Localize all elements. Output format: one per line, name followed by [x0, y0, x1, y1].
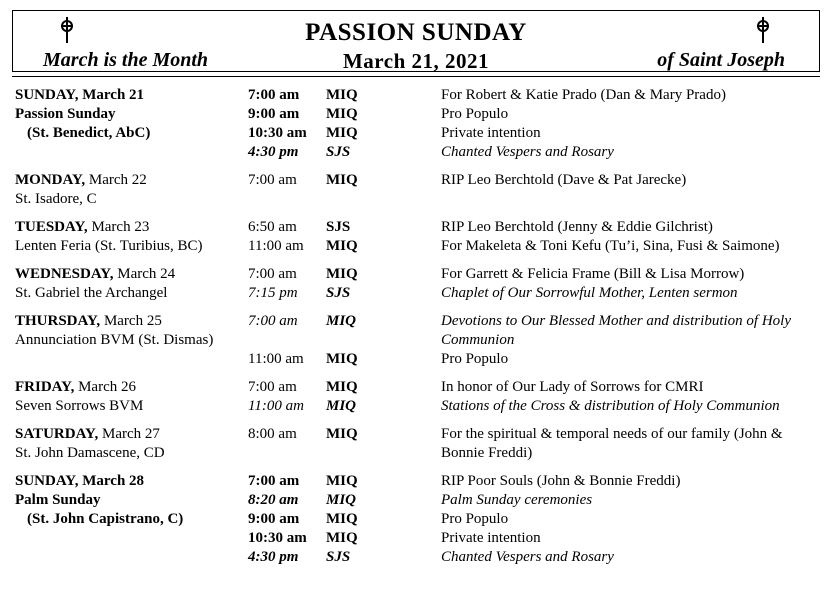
location-code: SJS: [326, 144, 351, 160]
day-block: [0, 378, 832, 416]
day-cell: [15, 312, 162, 331]
day-heading: [15, 172, 147, 188]
location-code: MIQ: [326, 266, 358, 282]
mass-intention: Private intention: [441, 530, 541, 546]
day-cell: [15, 218, 149, 237]
feast-label: Lenten Feria (St. Turibius, BC): [15, 238, 203, 254]
mass-intention: For Garrett & Felicia Frame (Bill & Lisa Morrow): [441, 266, 745, 282]
schedule-line: [0, 472, 832, 491]
mass-intention: Bonnie Freddi): [441, 445, 533, 461]
schedule-line: [0, 312, 832, 331]
mass-time: 7:00 am: [248, 473, 300, 489]
mass-intention: Private intention: [441, 125, 541, 141]
day-name: FRIDAY,: [15, 379, 75, 395]
day-cell: [15, 510, 183, 529]
mass-intention: Devotions to Our Blessed Mother and distribution of Holy: [441, 313, 791, 329]
day-heading: SUNDAY, March 28: [15, 473, 145, 489]
location-code: MIQ: [326, 125, 358, 141]
mass-intention: Palm Sunday ceremonies: [441, 492, 593, 508]
mass-time: 11:00 am: [248, 351, 304, 367]
day-block: [0, 171, 832, 209]
location-code: MIQ: [326, 473, 358, 489]
header-divider: [12, 76, 820, 77]
schedule-line: [0, 548, 832, 567]
schedule-line: [0, 378, 832, 397]
mass-time: 9:00 am: [248, 106, 300, 122]
mass-time: 7:00 am: [248, 87, 300, 103]
day-heading: [15, 219, 149, 235]
mass-intention: Pro Populo: [441, 351, 509, 367]
mass-intention: RIP Leo Berchtold (Jenny & Eddie Gilchrist): [441, 219, 713, 235]
mass-intention: For the spiritual & temporal needs of our family (John &: [441, 426, 783, 442]
day-cell: [15, 378, 136, 397]
page-title: PASSION SUNDAY: [305, 19, 527, 46]
day-name: THURSDAY,: [15, 313, 101, 329]
feast-label: St. Isadore, C: [15, 191, 97, 207]
schedule-line: [0, 397, 832, 416]
day-block: [0, 425, 832, 463]
location-code: MIQ: [326, 172, 358, 188]
schedule-line: [0, 171, 832, 190]
feast-label: (St. John Capistrano, C): [27, 511, 184, 527]
mass-time: 7:00 am: [248, 172, 297, 188]
schedule-line: [0, 124, 832, 143]
feast-label: Palm Sunday: [15, 492, 101, 508]
feast-label: (St. Benedict, AbC): [27, 125, 151, 141]
mass-intention: Stations of the Cross & distribution of Holy Communion: [441, 398, 780, 414]
day-date: March 25: [100, 313, 162, 329]
mass-time: 7:00 am: [248, 313, 298, 329]
feast-label: Passion Sunday: [15, 106, 116, 122]
day-cell: [15, 190, 97, 209]
location-code: MIQ: [326, 238, 358, 254]
mass-intention: Communion: [441, 332, 515, 348]
mass-intention: Pro Populo: [441, 106, 509, 122]
location-code: SJS: [326, 285, 351, 301]
mass-intention: RIP Poor Souls (John & Bonnie Freddi): [441, 473, 681, 489]
page-date: March 21, 2021: [342, 49, 489, 73]
schedule-line: [0, 510, 832, 529]
location-code: MIQ: [326, 313, 357, 329]
location-code: MIQ: [326, 398, 357, 414]
schedule-line: [0, 86, 832, 105]
schedule-line: [0, 105, 832, 124]
mass-time: 11:00 am: [248, 398, 304, 414]
day-cell: [15, 265, 175, 284]
schedule-line: [0, 350, 832, 369]
mass-time: 8:20 am: [248, 492, 299, 508]
schedule-line: [0, 425, 832, 444]
day-date: March 26: [74, 379, 136, 395]
day-cell: [15, 171, 147, 190]
day-cell: [15, 472, 144, 491]
right-caption: of Saint Joseph: [657, 49, 785, 71]
location-code: MIQ: [326, 492, 357, 508]
feast-label: St. Gabriel the Archangel: [15, 285, 168, 301]
day-cell: [15, 124, 150, 143]
left-caption: March is the Month: [43, 49, 209, 71]
mass-time: 9:00 am: [248, 511, 300, 527]
location-code: MIQ: [326, 379, 358, 395]
schedule-line: [0, 143, 832, 162]
day-cell: [15, 331, 213, 350]
day-block: [0, 312, 832, 369]
mass-time: 7:15 pm: [248, 285, 298, 301]
mass-intention: Chaplet of Our Sorrowful Mother, Lenten sermon: [441, 285, 738, 301]
mass-intention: RIP Leo Berchtold (Dave & Pat Jarecke): [441, 172, 687, 188]
bulletin-header: [12, 10, 820, 72]
day-block: [0, 472, 832, 567]
schedule-line: [0, 218, 832, 237]
mass-schedule: [0, 86, 832, 576]
mass-time: 7:00 am: [248, 266, 297, 282]
day-date: March 27: [98, 426, 160, 442]
mass-intention: Chanted Vespers and Rosary: [441, 549, 614, 565]
day-cell: [15, 284, 167, 303]
schedule-line: [0, 284, 832, 303]
schedule-line: [0, 265, 832, 284]
mass-time: 4:30 pm: [248, 549, 299, 565]
mass-time: 10:30 am: [248, 530, 307, 546]
cross-icon: [753, 17, 773, 43]
mass-intention: Chanted Vespers and Rosary: [441, 144, 614, 160]
mass-intention: In honor of Our Lady of Sorrows for CMRI: [441, 379, 704, 395]
schedule-line: [0, 237, 832, 256]
day-name: TUESDAY,: [15, 219, 88, 235]
day-name: WEDNESDAY,: [15, 266, 114, 282]
day-block: [0, 86, 832, 162]
mass-time: 10:30 am: [248, 125, 307, 141]
day-cell: [15, 491, 100, 510]
location-code: MIQ: [326, 106, 358, 122]
day-cell: [15, 425, 160, 444]
schedule-line: [0, 491, 832, 510]
day-block: [0, 265, 832, 303]
location-code: MIQ: [326, 426, 358, 442]
schedule-line: [0, 444, 832, 463]
day-name: SATURDAY,: [15, 426, 99, 442]
day-heading: [15, 266, 175, 282]
mass-time: 8:00 am: [248, 426, 297, 442]
day-date: March 24: [113, 266, 176, 282]
day-date: March 22: [85, 172, 147, 188]
location-code: MIQ: [326, 530, 358, 546]
feast-label: St. John Damascene, CD: [15, 445, 165, 461]
location-code: SJS: [326, 219, 351, 235]
location-code: MIQ: [326, 511, 358, 527]
day-cell: [15, 444, 165, 463]
mass-time: 7:00 am: [248, 379, 297, 395]
day-date: March 23: [87, 219, 150, 235]
mass-intention: For Makeleta & Toni Kefu (Tu’i, Sina, Fusi & Saimone): [441, 238, 780, 254]
feast-label: Seven Sorrows BVM: [15, 398, 144, 414]
day-heading: [15, 426, 160, 442]
location-code: MIQ: [326, 351, 358, 367]
mass-intention: For Robert & Katie Prado (Dan & Mary Prado): [441, 87, 726, 103]
day-cell: [15, 86, 144, 105]
mass-time: 6:50 am: [248, 219, 297, 235]
day-name: MONDAY,: [15, 172, 86, 188]
schedule-line: [0, 190, 832, 209]
feast-label: Annunciation BVM (St. Dismas): [15, 332, 214, 348]
schedule-line: [0, 331, 832, 350]
day-heading: SUNDAY, March 21: [15, 87, 145, 103]
schedule-line: [0, 529, 832, 548]
mass-time: 4:30 pm: [248, 144, 299, 160]
location-code: SJS: [326, 549, 351, 565]
mass-time: 11:00 am: [248, 238, 304, 254]
day-heading: [15, 379, 136, 395]
location-code: MIQ: [326, 87, 358, 103]
day-cell: [15, 105, 115, 124]
day-heading: [15, 313, 162, 329]
day-cell: [15, 237, 203, 256]
mass-intention: Pro Populo: [441, 511, 509, 527]
day-block: [0, 218, 832, 256]
day-cell: [15, 397, 143, 416]
